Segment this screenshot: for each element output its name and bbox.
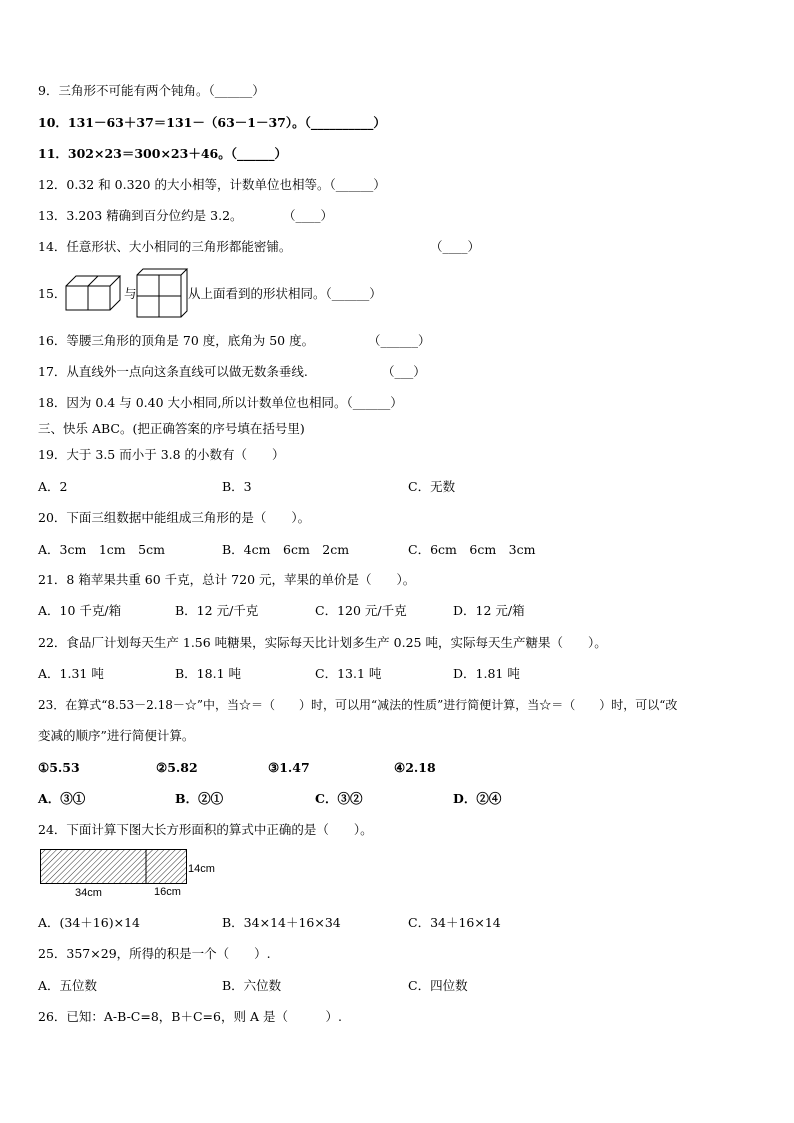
question-21: 21．8 箱苹果共重 60 千克，总计 720 元，苹果的单价是（ ）。 (38, 572, 416, 587)
cube-stack-figure (136, 268, 188, 318)
q25-option-a: A．五位数 (38, 978, 98, 993)
question-16: 16．等腰三角形的顶角是 70 度，底角为 50 度。 (38, 333, 315, 348)
q23-option-a: A．③① (38, 791, 86, 806)
rect-width-1-label: 34cm (75, 887, 102, 899)
rect-width-2-label: 16cm (154, 886, 181, 898)
q23-item-2: ②5.82 (156, 760, 198, 775)
q25-option-b: B．六位数 (222, 978, 282, 993)
question-13: 13．3.203 精确到百分位约是 3.2。 (38, 208, 243, 223)
question-18: 18．因为 0.4 与 0.40 大小相同,所以计数单位也相同。（______） (38, 395, 403, 410)
question-22: 22．食品厂计划每天生产 1.56 吨糖果，实际每天比计划多生产 0.25 吨，实际每天生产糖果（ ）。 (38, 635, 607, 650)
q20-option-b: B．4cm 6cm 2cm (222, 542, 350, 557)
q20-option-c: C．6cm 6cm 3cm (408, 542, 536, 557)
q24-option-c: C．34＋16×14 (408, 915, 501, 930)
question-14-blank: （____） (430, 239, 481, 254)
q21-option-c: C．120 元/千克 (315, 603, 407, 618)
question-11: 11．302×23＝300×23＋46。（______） (38, 146, 287, 161)
q22-option-c: C．13.1 吨 (315, 666, 382, 681)
question-26: 26．已知：A-B-C=8，B＋C=6，则 A 是（ ）. (38, 1009, 342, 1024)
q19-option-c: C．无数 (408, 479, 456, 494)
question-13-blank: （____） (283, 208, 334, 223)
question-15-number: 15． (38, 286, 67, 301)
q24-option-b: B．34×14＋16×34 (222, 915, 341, 930)
question-24: 24．下面计算下图大长方形面积的算式中正确的是（ ）。 (38, 822, 373, 837)
q22-option-b: B．18.1 吨 (175, 666, 241, 681)
question-15-text: 从上面看到的形状相同。（______） (188, 286, 382, 301)
question-25: 25．357×29，所得的积是一个（ ）. (38, 946, 271, 961)
question-19: 19．大于 3.5 而小于 3.8 的小数有（ ） (38, 447, 285, 462)
q23-option-d: D．②④ (453, 791, 502, 806)
question-17: 17．从直线外一点向这条直线可以做无数条垂线. (38, 364, 308, 379)
q21-option-d: D．12 元/箱 (453, 603, 525, 618)
question-20: 20．下面三组数据中能组成三角形的是（ ）。 (38, 510, 311, 525)
q23-item-3: ③1.47 (268, 760, 310, 775)
q23-item-4: ④2.18 (394, 760, 436, 775)
question-17-blank: （___） (382, 364, 426, 379)
q23-option-c: C．③② (315, 791, 363, 806)
q23-option-b: B．②① (175, 791, 224, 806)
question-16-blank: （______） (368, 333, 431, 348)
section-3-heading: 三、快乐 ABC。(把正确答案的序号填在括号里) (38, 421, 305, 436)
question-10: 10．131－63＋37＝131－（63－1－37）。（__________） (38, 115, 386, 130)
question-9: 9．三角形不可能有两个钝角。（______） (38, 83, 265, 98)
q24-option-a: A．(34＋16)×14 (38, 915, 140, 930)
q20-option-a: A．3cm 1cm 5cm (38, 542, 165, 557)
q22-option-d: D．1.81 吨 (453, 666, 520, 681)
question-15-and: 与 (124, 286, 137, 301)
q23-item-1: ①5.53 (38, 760, 80, 775)
q21-option-a: A．10 千克/箱 (38, 603, 122, 618)
rectangle-figure (40, 849, 190, 885)
rect-height-label: 14cm (188, 863, 215, 875)
q21-option-b: B．12 元/千克 (175, 603, 259, 618)
question-12: 12．0.32 和 0.320 的大小相等，计数单位也相等。（______） (38, 177, 386, 192)
cube-row-figure (64, 274, 124, 314)
question-23-line-1: 23．在算式“8.53－2.18－☆”中，当☆＝（ ）时，可以用“减法的性质”进行简便计算，当☆＝（ ）时，可以“改 (38, 698, 678, 712)
question-23-line-2: 变减的顺序”进行简便计算。 (38, 728, 195, 743)
q19-option-b: B．3 (222, 479, 252, 494)
q19-option-a: A．2 (38, 479, 68, 494)
question-14: 14．任意形状、大小相同的三角形都能密铺。 (38, 239, 292, 254)
q25-option-c: C．四位数 (408, 978, 468, 993)
q22-option-a: A．1.31 吨 (38, 666, 104, 681)
